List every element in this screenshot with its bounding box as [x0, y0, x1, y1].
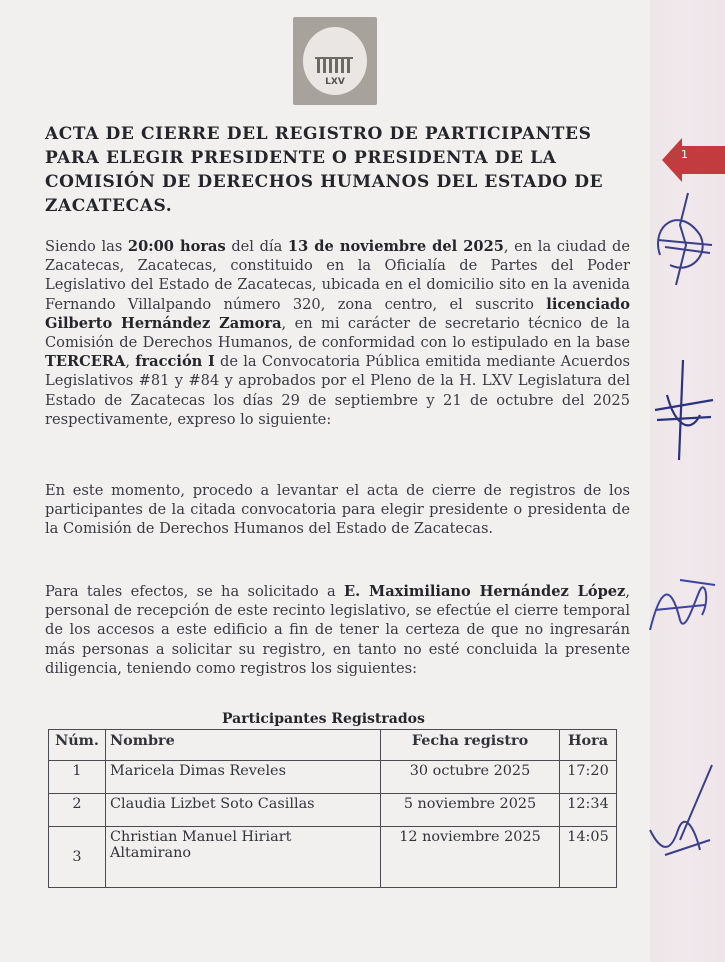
table-row	[49, 827, 617, 888]
cell-date: 5 noviembre 2025	[381, 794, 560, 827]
cell-name: Maricela Dimas Reveles	[106, 761, 381, 794]
participants-table	[48, 729, 617, 888]
document-title: ACTA DE CIERRE DEL REGISTRO DE PARTICIPANTES PARA ELEGIR PRESIDENTE O PRESIDENTA DE LA COMISIÓN DE DERECHOS HUMANOS DEL ESTADO DE ZACATECAS.	[45, 124, 604, 216]
cell-time: 14:05	[560, 827, 617, 888]
logo-label: LXV	[325, 77, 345, 87]
paragraph-effects: Para tales efectos, se ha solicitado a E. Maximiliano Hernández López, personal de recepción de este recinto legislativo, se efectúe el cierre temporal de los accesos a este edificio a fin de tener la certeza de que no ingresarán más personas a solicitar su registro, en tanto no esté concluida la presente diligencia, teniendo como registros los siguientes:	[45, 583, 630, 677]
cell-num: 3	[49, 827, 106, 888]
cell-name: Christian Manuel Hiriart Altamirano	[106, 827, 381, 888]
header-time: Hora	[560, 730, 617, 761]
paragraph-closing-act: En este momento, procedo a levantar el acta de cierre de registros de los participantes de la citada convocatoria para elegir presidente o presidenta de la Comisión de Derechos Humanos del Estado de Zacatecas.	[45, 482, 630, 538]
table-row	[49, 761, 617, 794]
table-row	[49, 794, 617, 827]
header-name: Nombre	[106, 730, 381, 761]
cell-date: 12 noviembre 2025	[381, 827, 560, 888]
table-caption: Participantes Registrados	[222, 711, 425, 727]
signature-4	[640, 760, 720, 870]
cell-time: 17:20	[560, 761, 617, 794]
page-tab-number: 1	[681, 148, 688, 161]
building-icon	[315, 57, 355, 75]
table-header-row	[49, 730, 617, 761]
cell-num: 1	[49, 761, 106, 794]
signature-3	[640, 560, 720, 650]
header-num: Núm.	[49, 730, 106, 761]
legislature-logo	[293, 17, 377, 105]
cell-num: 2	[49, 794, 106, 827]
cell-name: Claudia Lizbet Soto Casillas	[106, 794, 381, 827]
page-tab-arrow-icon	[662, 138, 725, 182]
signature-1	[640, 185, 720, 295]
header-date: Fecha registro	[381, 730, 560, 761]
cell-time: 12:34	[560, 794, 617, 827]
cell-date: 30 octubre 2025	[381, 761, 560, 794]
paragraph-opening: Siendo las 20:00 horas del día 13 de noviembre del 2025, en la ciudad de Zacatecas, Zacatecas, constituido en la Oficialía de Partes del Poder Legislativo del Estado de Zacatecas, ubicada en el domicilio sito en la avenida Fernando Villalpando número 320, zona centro, el suscrito licenciado Gilberto Hernández Zamora, en mi carácter de secretario técnico de la Comisión de Derechos Humanos, de conformidad con lo estipulado en la base TERCERA, fracción I de la Convocatoria Pública emitida mediante Acuerdos Legislativos #81 y #84 y aprobados por el Pleno de la H. LXV Legislatura del Estado de Zacatecas los días 29 de septiembre y 21 de octubre del 2025 respectivamente, expreso lo siguiente:	[45, 238, 631, 428]
signature-2	[645, 355, 720, 465]
